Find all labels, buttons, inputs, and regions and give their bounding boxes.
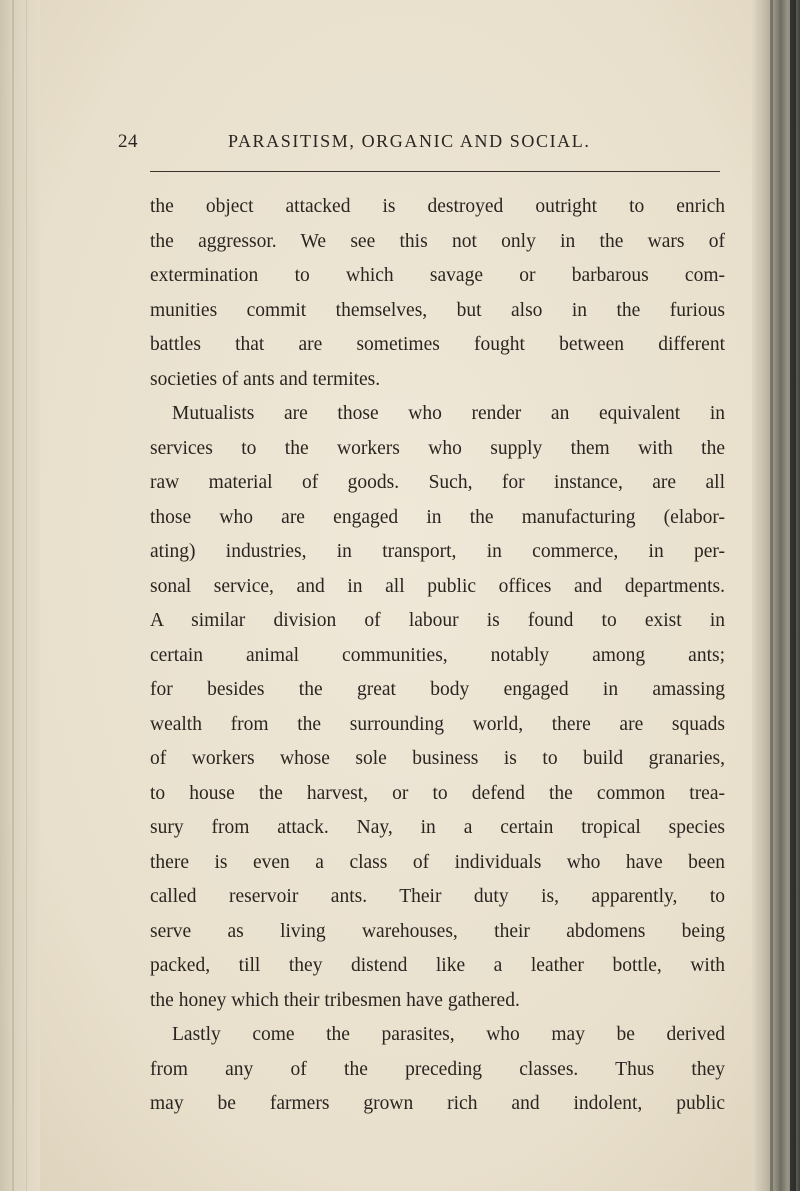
text-line: raw material of goods. Such, for instance, are all (150, 472, 725, 493)
body-text (150, 190, 725, 1122)
text-line: the aggressor. We see this not only in the wars of (150, 230, 725, 252)
text-line: Mutualists are those who render an equivalent in (172, 403, 725, 424)
page-header (118, 131, 723, 159)
text-line: of workers whose sole business is to build granaries, (150, 748, 725, 769)
page-number: 24 (118, 131, 138, 152)
text-line: battles that are sometimes fought between different (150, 334, 725, 355)
text-line: services to the workers who supply them with the (150, 437, 725, 459)
text-line: to house the harvest, or to defend the common trea- (150, 782, 725, 804)
text-line: for besides the great body engaged in amassing (150, 679, 725, 700)
text-line: there is even a class of individuals who have been (150, 851, 725, 873)
text-line: A similar division of labour is found to exist in (150, 610, 725, 631)
text-line: Lastly come the parasites, who may be derived (172, 1024, 725, 1045)
text-line: those who are engaged in the manufacturing (elabor- (150, 506, 725, 528)
text-line: serve as living warehouses, their abdomens being (150, 920, 725, 942)
text-line: sury from attack. Nay, in a certain tropical species (150, 817, 725, 838)
text-line: ating) industries, in transport, in commerce, in per- (150, 541, 725, 562)
text-line: from any of the preceding classes. Thus they (150, 1058, 725, 1080)
text-line: wealth from the surrounding world, there are squads (150, 713, 725, 735)
text-line: the honey which their tribesmen have gathered. (150, 989, 520, 1011)
header-rule (150, 171, 720, 172)
page-gutter-left (0, 0, 40, 1191)
text-line: the object attacked is destroyed outright to enrich (150, 196, 725, 217)
text-line: called reservoir ants. Their duty is, apparently, to (150, 886, 725, 907)
text-line: munities commit themselves, but also in the furious (150, 299, 725, 321)
text-line: sonal service, and in all public offices and departments. (150, 575, 725, 597)
text-line: may be farmers grown rich and indolent, public (150, 1093, 725, 1114)
text-line: packed, till they distend like a leather bottle, with (150, 955, 725, 976)
text-line: extermination to which savage or barbarous com- (150, 265, 725, 286)
book-binding-edge (752, 0, 800, 1191)
text-line: societies of ants and termites. (150, 368, 381, 390)
text-line: certain animal communities, notably among ants; (150, 644, 725, 666)
running-head: PARASITISM, ORGANIC AND SOCIAL. (228, 131, 591, 151)
